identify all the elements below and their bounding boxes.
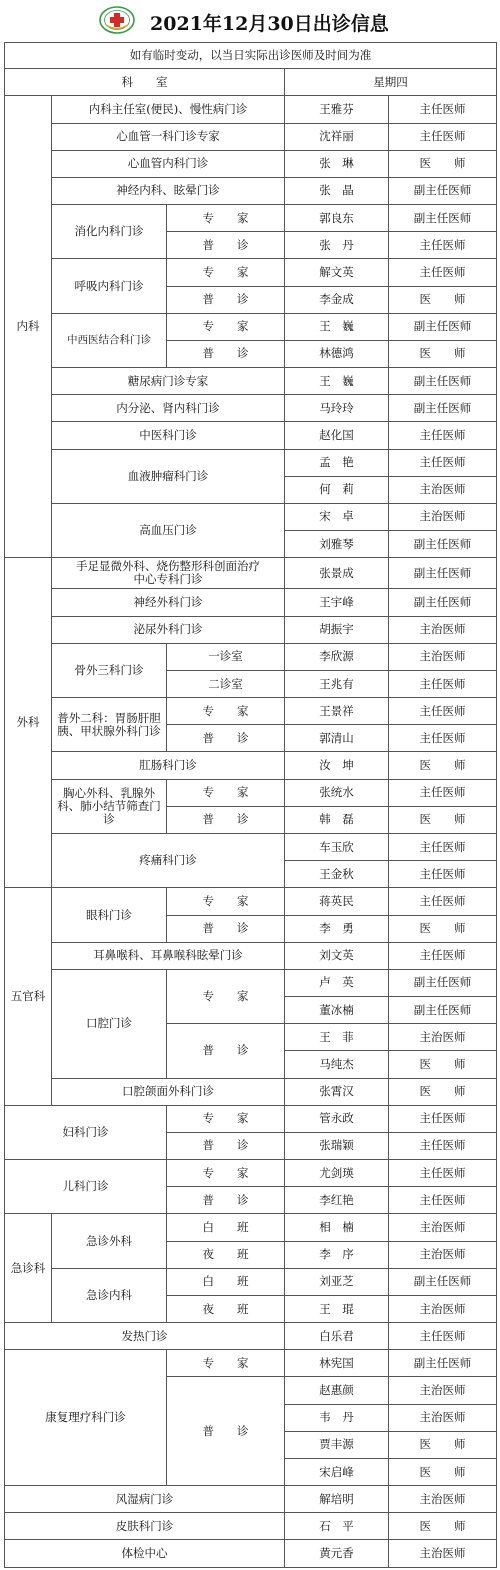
sub-cell: 专 家 bbox=[167, 888, 285, 915]
table-row bbox=[5, 558, 497, 589]
title-cell: 副主任医师 bbox=[389, 1350, 497, 1377]
sub-cell: 普 诊 bbox=[167, 725, 285, 752]
header-row bbox=[5, 69, 497, 96]
doctor-cell: 沈祥丽 bbox=[285, 123, 389, 150]
title-cell: 医 师 bbox=[389, 806, 497, 833]
doctor-cell: 张 琳 bbox=[285, 150, 389, 177]
page-title: 2021年12月30日出诊信息 bbox=[150, 13, 389, 35]
table-row bbox=[5, 1105, 497, 1132]
doctor-cell: 蒋英民 bbox=[285, 888, 389, 915]
title-cell: 主任医师 bbox=[389, 1132, 497, 1159]
sub-cell: 普 诊 bbox=[167, 340, 285, 367]
table-row bbox=[5, 422, 497, 449]
table-row bbox=[5, 1078, 497, 1105]
doctor-cell: 王宇峰 bbox=[285, 589, 389, 616]
clinic-cell: 内分泌、肾内科门诊 bbox=[52, 395, 285, 422]
group-wuguan: 五官科 bbox=[5, 888, 52, 1105]
title-cell: 主任医师 bbox=[389, 449, 497, 476]
clinic-cell: 儿科门诊 bbox=[5, 1160, 167, 1214]
group-neike: 内科 bbox=[5, 96, 52, 558]
doctor-cell: 马纯杰 bbox=[285, 1051, 389, 1078]
group-jizhen: 急诊科 bbox=[5, 1214, 52, 1323]
doctor-cell: 王兆有 bbox=[285, 670, 389, 697]
title-cell: 副主任医师 bbox=[389, 177, 497, 204]
table-row bbox=[5, 150, 497, 177]
doctor-cell: 李欣源 bbox=[285, 643, 389, 670]
doctor-cell: 王 琨 bbox=[285, 1295, 389, 1322]
schedule-table bbox=[4, 42, 497, 1568]
title-cell: 副主任医师 bbox=[389, 969, 497, 996]
table-row bbox=[5, 1214, 497, 1241]
title-cell: 主任医师 bbox=[389, 779, 497, 806]
doctor-cell: 管永政 bbox=[285, 1105, 389, 1132]
sub-cell: 普 诊 bbox=[167, 1187, 285, 1214]
title-cell: 主任医师 bbox=[389, 888, 497, 915]
table-row bbox=[5, 1268, 497, 1295]
group-waike: 外科 bbox=[5, 558, 52, 888]
title-cell: 主治医师 bbox=[389, 1404, 497, 1431]
title-cell: 主治医师 bbox=[389, 643, 497, 670]
doctor-cell: 胡振宇 bbox=[285, 616, 389, 643]
title-cell: 主任医师 bbox=[389, 96, 497, 123]
doctor-cell: 宋启峰 bbox=[285, 1458, 389, 1485]
clinic-cell: 糖尿病门诊专家 bbox=[52, 368, 285, 395]
table-row bbox=[5, 942, 497, 969]
sub-cell: 专 家 bbox=[167, 779, 285, 806]
clinic-cell: 血液肿瘤科门诊 bbox=[52, 449, 285, 503]
title-cell: 医 师 bbox=[389, 1513, 497, 1540]
doctor-cell: 白乐君 bbox=[285, 1323, 389, 1350]
doctor-cell: 卢 英 bbox=[285, 969, 389, 996]
doctor-cell: 林德鸿 bbox=[285, 340, 389, 367]
title-cell: 副主任医师 bbox=[389, 997, 497, 1024]
title-cell: 副主任医师 bbox=[389, 558, 497, 589]
clinic-cell: 中医科门诊 bbox=[52, 422, 285, 449]
header-dept: 科 室 bbox=[5, 69, 285, 96]
clinic-cell: 内科主任室(便民)、慢性病门诊 bbox=[52, 96, 285, 123]
clinic-cell: 妇科门诊 bbox=[5, 1105, 167, 1159]
table-row bbox=[5, 449, 497, 476]
clinic-cell: 中西医结合科门诊 bbox=[52, 313, 167, 367]
doctor-cell: 王景祥 bbox=[285, 698, 389, 725]
doctor-cell: 赵化国 bbox=[285, 422, 389, 449]
clinic-cell: 口腔颌面外科门诊 bbox=[52, 1078, 285, 1105]
title-cell: 主任医师 bbox=[389, 698, 497, 725]
table-row bbox=[5, 1350, 497, 1377]
clinic-cell: 体检中心 bbox=[5, 1540, 285, 1568]
clinic-cell: 呼吸内科门诊 bbox=[52, 259, 167, 313]
clinic-cell: 急诊内科 bbox=[52, 1268, 167, 1322]
doctor-cell: 李红艳 bbox=[285, 1187, 389, 1214]
doctor-cell: 何 莉 bbox=[285, 476, 389, 503]
clinic-cell: 皮肤科门诊 bbox=[5, 1513, 285, 1540]
clinic-cell: 风湿病门诊 bbox=[5, 1486, 285, 1513]
clinic-cell: 神经内科、眩晕门诊 bbox=[52, 177, 285, 204]
sub-cell: 普 诊 bbox=[167, 1024, 285, 1078]
table-row bbox=[5, 834, 497, 861]
sub-cell: 白 班 bbox=[167, 1268, 285, 1295]
doctor-cell: 孟 艳 bbox=[285, 449, 389, 476]
hospital-logo-icon bbox=[98, 5, 136, 35]
table-row bbox=[5, 589, 497, 616]
doctor-cell: 郭良东 bbox=[285, 205, 389, 232]
clinic-cell: 急诊外科 bbox=[52, 1214, 167, 1268]
sub-cell: 夜 班 bbox=[167, 1295, 285, 1322]
sub-cell: 普 诊 bbox=[167, 1377, 285, 1486]
title-cell: 主任医师 bbox=[389, 725, 497, 752]
doctor-cell: 宋 卓 bbox=[285, 503, 389, 530]
title-cell: 医 师 bbox=[389, 915, 497, 942]
clinic-cell: 疼痛科门诊 bbox=[52, 834, 285, 888]
table-row bbox=[5, 1540, 497, 1568]
clinic-cell: 心血管一科门诊专家 bbox=[52, 123, 285, 150]
title-cell: 主任医师 bbox=[389, 422, 497, 449]
title-cell: 主治医师 bbox=[389, 1377, 497, 1404]
doctor-cell: 汝 坤 bbox=[285, 752, 389, 779]
title-cell: 主治医师 bbox=[389, 1024, 497, 1051]
title-cell: 主治医师 bbox=[389, 476, 497, 503]
sub-cell: 专 家 bbox=[167, 313, 285, 340]
title-cell: 主治医师 bbox=[389, 503, 497, 530]
table-row bbox=[5, 779, 497, 806]
clinic-cell: 肛肠科门诊 bbox=[52, 752, 285, 779]
title-cell: 主任医师 bbox=[389, 123, 497, 150]
doctor-cell: 韦 丹 bbox=[285, 1404, 389, 1431]
table-row bbox=[5, 368, 497, 395]
doctor-cell: 张霄汉 bbox=[285, 1078, 389, 1105]
sub-cell: 白 班 bbox=[167, 1214, 285, 1241]
doctor-cell: 郭清山 bbox=[285, 725, 389, 752]
table-row bbox=[5, 1160, 497, 1187]
doctor-cell: 王 巍 bbox=[285, 313, 389, 340]
table-row bbox=[5, 888, 497, 915]
title-cell: 主任医师 bbox=[389, 670, 497, 697]
sub-cell: 专 家 bbox=[167, 698, 285, 725]
title-cell: 主治医师 bbox=[389, 1214, 497, 1241]
table-row bbox=[5, 503, 497, 530]
sub-cell: 普 诊 bbox=[167, 806, 285, 833]
clinic-cell: 眼科门诊 bbox=[52, 888, 167, 942]
doctor-cell: 王雅芬 bbox=[285, 96, 389, 123]
doctor-cell: 尤剑瑛 bbox=[285, 1160, 389, 1187]
doctor-cell: 马玲玲 bbox=[285, 395, 389, 422]
title-cell: 主任医师 bbox=[389, 861, 497, 888]
table-row bbox=[5, 1513, 497, 1540]
title-cell: 副主任医师 bbox=[389, 313, 497, 340]
title-cell: 主任医师 bbox=[389, 1105, 497, 1132]
sub-cell: 一诊室 bbox=[167, 643, 285, 670]
table-row bbox=[5, 123, 497, 150]
doctor-cell: 刘雅琴 bbox=[285, 531, 389, 558]
clinic-cell: 手足显微外科、烧伤整形科创面治疗中心专科门诊 bbox=[52, 558, 285, 589]
table-row bbox=[5, 395, 497, 422]
doctor-cell: 张瑞颖 bbox=[285, 1132, 389, 1159]
title-cell: 主任医师 bbox=[389, 1187, 497, 1214]
title-cell: 主任医师 bbox=[389, 834, 497, 861]
clinic-cell: 康复理疗科门诊 bbox=[5, 1350, 167, 1486]
sub-cell: 夜 班 bbox=[167, 1241, 285, 1268]
clinic-cell: 骨外三科门诊 bbox=[52, 643, 167, 697]
table-row bbox=[5, 698, 497, 725]
table-row bbox=[5, 96, 497, 123]
doctor-cell: 张景成 bbox=[285, 558, 389, 589]
title-cell: 副主任医师 bbox=[389, 531, 497, 558]
table-row bbox=[5, 259, 497, 286]
title-cell: 副主任医师 bbox=[389, 395, 497, 422]
title-cell: 主治医师 bbox=[389, 616, 497, 643]
title-cell: 主任医师 bbox=[389, 942, 497, 969]
doctor-cell: 石 平 bbox=[285, 1513, 389, 1540]
doctor-cell: 刘文英 bbox=[285, 942, 389, 969]
clinic-cell: 耳鼻喉科、耳鼻喉科眩晕门诊 bbox=[52, 942, 285, 969]
title-cell: 医 师 bbox=[389, 1078, 497, 1105]
doctor-cell: 林宪国 bbox=[285, 1350, 389, 1377]
doctor-cell: 贾丰源 bbox=[285, 1431, 389, 1458]
doctor-cell: 刘亚芝 bbox=[285, 1268, 389, 1295]
sub-cell: 普 诊 bbox=[167, 915, 285, 942]
table-row bbox=[5, 205, 497, 232]
doctor-cell: 张统水 bbox=[285, 779, 389, 806]
doctor-cell: 解培明 bbox=[285, 1486, 389, 1513]
sub-cell: 专 家 bbox=[167, 1160, 285, 1187]
clinic-cell: 口腔门诊 bbox=[52, 969, 167, 1078]
title-cell: 医 师 bbox=[389, 150, 497, 177]
clinic-cell: 消化内科门诊 bbox=[52, 205, 167, 259]
clinic-cell: 神经外科门诊 bbox=[52, 589, 285, 616]
title-cell: 副主任医师 bbox=[389, 589, 497, 616]
clinic-cell: 发热门诊 bbox=[5, 1323, 285, 1350]
title-cell: 医 师 bbox=[389, 1051, 497, 1078]
sub-cell: 专 家 bbox=[167, 969, 285, 1023]
clinic-cell: 普外二科：胃肠肝胆胰、甲状腺外科门诊 bbox=[52, 698, 167, 752]
title-cell: 副主任医师 bbox=[389, 1268, 497, 1295]
doctor-cell: 董冰楠 bbox=[285, 997, 389, 1024]
table-row bbox=[5, 969, 497, 996]
table-row bbox=[5, 616, 497, 643]
sub-cell: 普 诊 bbox=[167, 1132, 285, 1159]
sub-cell: 二诊室 bbox=[167, 670, 285, 697]
clinic-cell: 胸心外科、乳腺外科、肺小结节筛查门诊 bbox=[52, 779, 167, 833]
doctor-cell: 车玉欣 bbox=[285, 834, 389, 861]
title-cell: 主任医师 bbox=[389, 1160, 497, 1187]
sub-cell: 普 诊 bbox=[167, 232, 285, 259]
sub-cell: 专 家 bbox=[167, 205, 285, 232]
doctor-cell: 李 勇 bbox=[285, 915, 389, 942]
clinic-cell: 高血压门诊 bbox=[52, 503, 285, 557]
doctor-cell: 相 楠 bbox=[285, 1214, 389, 1241]
page-header bbox=[0, 0, 500, 40]
clinic-cell: 心血管内科门诊 bbox=[52, 150, 285, 177]
title-cell: 副主任医师 bbox=[389, 368, 497, 395]
table-row bbox=[5, 752, 497, 779]
doctor-cell: 王 菲 bbox=[285, 1024, 389, 1051]
doctor-cell: 张 丹 bbox=[285, 232, 389, 259]
doctor-cell: 黄元香 bbox=[285, 1540, 389, 1568]
sub-cell: 专 家 bbox=[167, 259, 285, 286]
doctor-cell: 王金秋 bbox=[285, 861, 389, 888]
header-day: 星期四 bbox=[285, 69, 497, 96]
title-cell: 主任医师 bbox=[389, 259, 497, 286]
doctor-cell: 赵惠颜 bbox=[285, 1377, 389, 1404]
clinic-cell: 泌尿外科门诊 bbox=[52, 616, 285, 643]
notice-row bbox=[5, 43, 497, 69]
table-row bbox=[5, 177, 497, 204]
title-cell: 医 师 bbox=[389, 1431, 497, 1458]
title-cell: 主治医师 bbox=[389, 1295, 497, 1322]
sub-cell: 普 诊 bbox=[167, 286, 285, 313]
table-row bbox=[5, 1486, 497, 1513]
title-cell: 主任医师 bbox=[389, 232, 497, 259]
doctor-cell: 李 序 bbox=[285, 1241, 389, 1268]
title-cell: 副主任医师 bbox=[389, 205, 497, 232]
table-row bbox=[5, 643, 497, 670]
title-cell: 主治医师 bbox=[389, 1540, 497, 1568]
title-cell: 医 师 bbox=[389, 1458, 497, 1485]
table-row bbox=[5, 1323, 497, 1350]
title-cell: 主治医师 bbox=[389, 1486, 497, 1513]
title-cell: 主治医师 bbox=[389, 1241, 497, 1268]
title-cell: 医 师 bbox=[389, 286, 497, 313]
table-row bbox=[5, 313, 497, 340]
sub-cell: 专 家 bbox=[167, 1105, 285, 1132]
doctor-cell: 解文英 bbox=[285, 259, 389, 286]
doctor-cell: 李金成 bbox=[285, 286, 389, 313]
title-cell: 医 师 bbox=[389, 340, 497, 367]
doctor-cell: 韩 磊 bbox=[285, 806, 389, 833]
title-cell: 主任医师 bbox=[389, 1323, 497, 1350]
doctor-cell: 王 巍 bbox=[285, 368, 389, 395]
notice-text: 如有临时变动，以当日实际出诊医师及时间为准 bbox=[5, 43, 497, 69]
title-cell: 医 师 bbox=[389, 752, 497, 779]
sub-cell: 专 家 bbox=[167, 1350, 285, 1377]
doctor-cell: 张 晶 bbox=[285, 177, 389, 204]
